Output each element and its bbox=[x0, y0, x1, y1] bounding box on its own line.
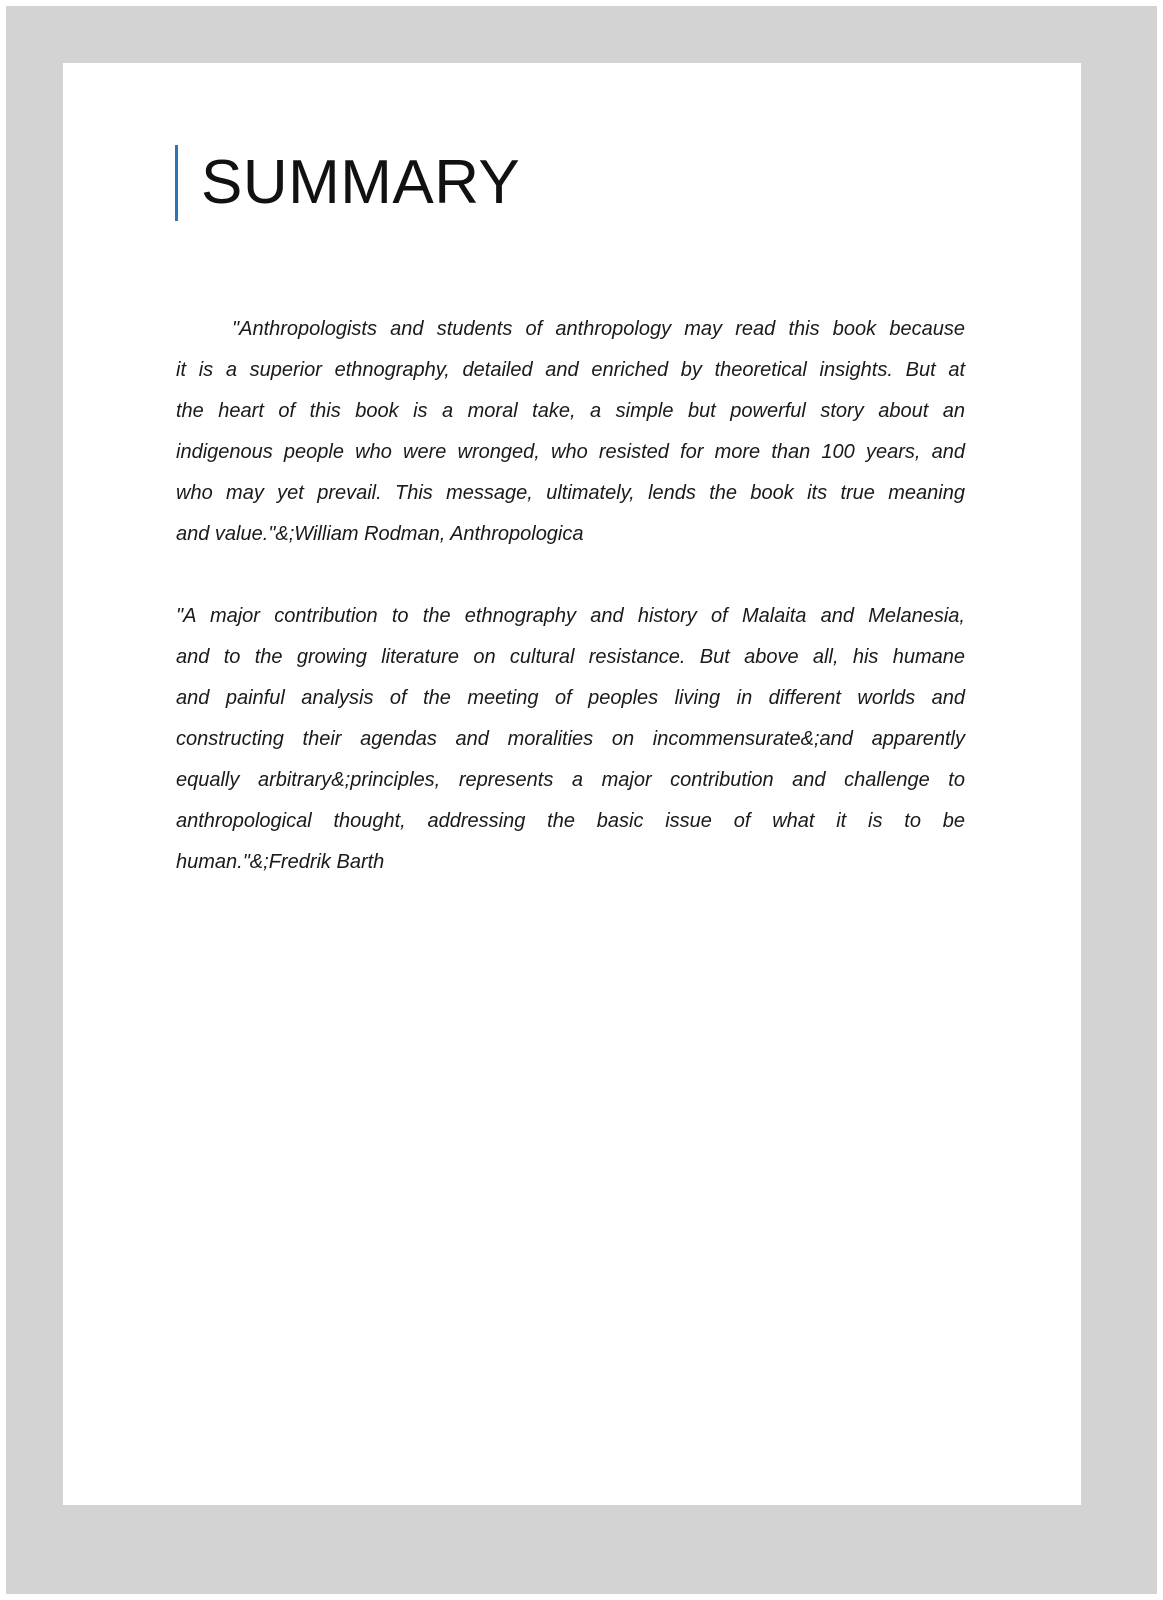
text-line: indigenous people who were wronged, who resisted for more than 100 years, and bbox=[176, 441, 965, 463]
text-line: it is a superior ethnography, detailed and enriched by theoretical insights. But at bbox=[176, 359, 965, 381]
text-line: and to the growing literature on cultural resistance. But above all, his humane bbox=[176, 646, 965, 668]
text-line: "A major contribution to the ethnography and history of Malaita and Melanesia, bbox=[176, 605, 965, 627]
page-title: SUMMARY bbox=[201, 148, 521, 217]
text-line: equally arbitrary&;principles, represents a major contribution and challenge to bbox=[176, 769, 965, 791]
review-quote-rodman bbox=[176, 309, 965, 555]
summary-body bbox=[176, 309, 965, 924]
text-line: "Anthropologists and students of anthropology may read this book because bbox=[232, 318, 965, 340]
text-line: the heart of this book is a moral take, a simple but powerful story about an bbox=[176, 400, 965, 422]
text-line: constructing their agendas and moralities on incommensurate&;and apparently bbox=[176, 728, 965, 750]
text-line: and value."&;William Rodman, Anthropologica bbox=[176, 523, 584, 545]
review-quote-barth bbox=[176, 596, 965, 883]
text-line: and painful analysis of the meeting of peoples living in different worlds and bbox=[176, 687, 965, 709]
text-line: human."&;Fredrik Barth bbox=[176, 851, 385, 873]
text-line: who may yet prevail. This message, ultimately, lends the book its true meaning bbox=[176, 482, 965, 504]
text-line: anthropological thought, addressing the basic issue of what it is to be bbox=[176, 810, 965, 832]
title-accent-bar bbox=[175, 145, 178, 221]
document-page bbox=[63, 63, 1081, 1505]
